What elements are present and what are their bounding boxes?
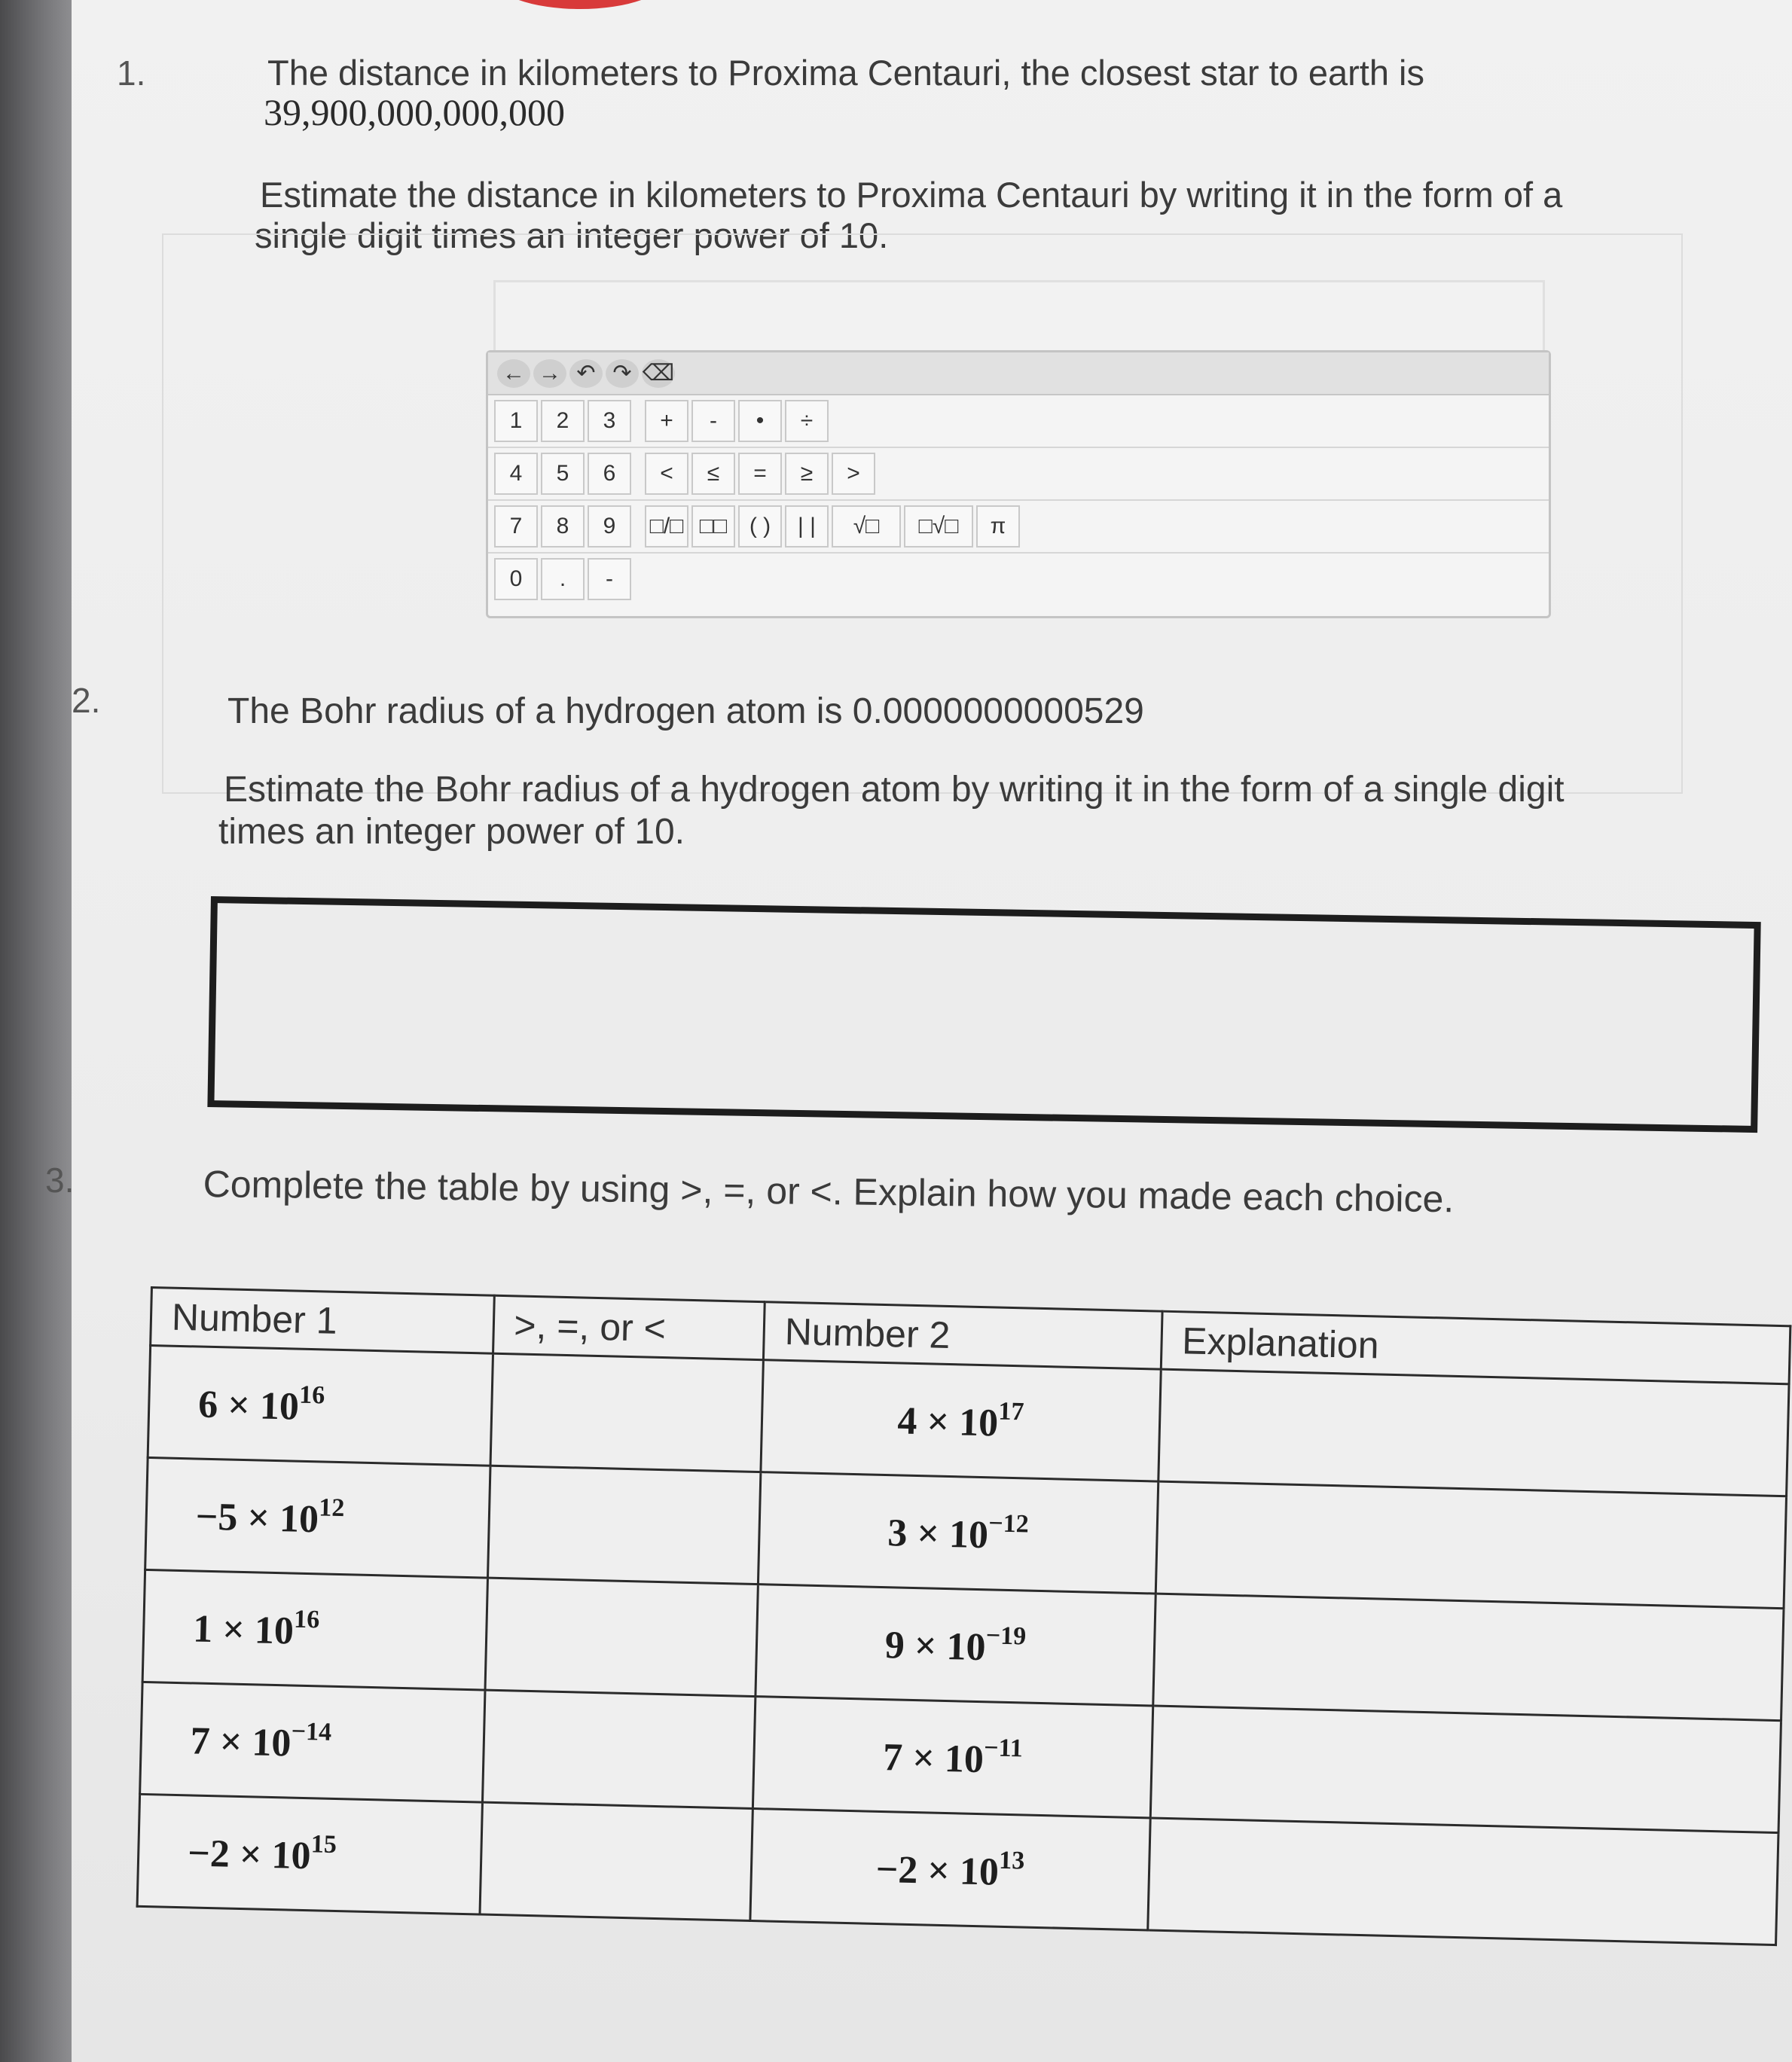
question-3-text: Complete the table by using >, =, or <. Explain how you made each choice. [203, 1163, 1455, 1221]
comparison-table [136, 1286, 1792, 1946]
key-divide[interactable]: ÷ [785, 400, 829, 442]
key-less-equal[interactable]: ≤ [691, 453, 735, 495]
key-negative[interactable]: - [588, 558, 631, 600]
key-greater-equal[interactable]: ≥ [785, 453, 829, 495]
key-8[interactable]: 8 [541, 505, 585, 548]
key-3[interactable]: 3 [588, 400, 631, 442]
question-1-prompt-line2: single digit times an integer power of 10. [255, 215, 889, 255]
explanation-cell[interactable] [1150, 1706, 1781, 1833]
keypad-row-3 [488, 501, 1549, 554]
question-1-number: 1. [117, 53, 146, 93]
undo-icon[interactable]: ↶ [569, 359, 603, 388]
answer-input-q1[interactable] [493, 280, 1545, 352]
key-7[interactable]: 7 [494, 505, 538, 548]
explanation-cell[interactable] [1158, 1369, 1789, 1496]
question-2-prompt-line2: times an integer power of 10. [218, 812, 685, 852]
redo-icon[interactable]: ↷ [606, 359, 639, 388]
red-sticker-decoration [493, 0, 667, 9]
header-number-1: Number 1 [151, 1288, 494, 1354]
number-2-cell: $4 \times 10^{17}$ [761, 1360, 1161, 1481]
fraction-icon[interactable]: □/□ [645, 505, 688, 548]
square-root-icon[interactable]: √□ [832, 505, 901, 548]
key-less-than[interactable]: < [645, 453, 688, 495]
key-4[interactable]: 4 [494, 453, 538, 495]
exponent-icon[interactable]: □□ [691, 505, 735, 548]
comparison-cell[interactable] [487, 1466, 761, 1584]
parentheses-icon[interactable]: ( ) [738, 505, 782, 548]
key-decimal[interactable]: . [541, 558, 585, 600]
number-1-cell: $6 \times 10^{16}$ [148, 1346, 493, 1466]
comparison-cell[interactable] [479, 1802, 753, 1920]
question-2-text: The Bohr radius of a hydrogen atom is 0.0000000000529 [227, 691, 1144, 731]
number-1-cell: $-5 \times 10^{12}$ [145, 1457, 490, 1578]
key-0[interactable]: 0 [494, 558, 538, 600]
key-equals[interactable]: = [738, 453, 782, 495]
key-1[interactable]: 1 [494, 400, 538, 442]
nth-root-icon[interactable]: □√□ [904, 505, 973, 548]
key-plus[interactable]: + [645, 400, 688, 442]
answer-box-q2[interactable] [207, 896, 1760, 1133]
comparison-cell[interactable] [484, 1578, 758, 1696]
explanation-cell[interactable] [1155, 1481, 1787, 1609]
question-2-number: 2. [72, 681, 101, 720]
key-5[interactable]: 5 [541, 453, 585, 495]
question-2-prompt-line1: Estimate the Bohr radius of a hydrogen atom by writing it in the form of a single digit [224, 770, 1565, 810]
explanation-cell[interactable] [1147, 1818, 1778, 1945]
key-multiply[interactable]: • [738, 400, 782, 442]
header-comparison: >, =, or < [493, 1295, 765, 1359]
number-2-cell: $9 \times 10^{-19}$ [756, 1585, 1155, 1706]
key-greater-than[interactable]: > [832, 453, 875, 495]
comparison-cell[interactable] [490, 1353, 764, 1472]
absolute-value-icon[interactable]: | | [785, 505, 829, 548]
key-9[interactable]: 9 [588, 505, 631, 548]
number-2-cell: $-2 \times 10^{13}$ [750, 1809, 1150, 1930]
question-3-number: 3. [45, 1161, 75, 1200]
pi-icon[interactable]: π [976, 505, 1020, 548]
left-arrow-icon[interactable]: ← [497, 359, 530, 388]
header-number-2: Number 2 [763, 1302, 1162, 1369]
key-2[interactable]: 2 [541, 400, 585, 442]
keypad-row-2 [488, 448, 1549, 501]
key-minus[interactable]: - [691, 400, 735, 442]
explanation-cell[interactable] [1152, 1594, 1784, 1721]
question-1-text: The distance in kilometers to Proxima Centauri, the closest star to earth is [267, 53, 1424, 93]
right-arrow-icon[interactable]: → [533, 359, 566, 388]
key-6[interactable]: 6 [588, 453, 631, 495]
math-editor-keypad [486, 350, 1551, 618]
backspace-icon[interactable]: ⌫ [642, 359, 675, 388]
comparison-cell[interactable] [482, 1690, 756, 1808]
number-1-cell: $7 \times 10^{-14}$ [140, 1682, 485, 1802]
number-2-cell: $7 \times 10^{-11}$ [753, 1697, 1152, 1818]
editor-toolbar [488, 352, 1549, 395]
question-1-value: 39,900,000,000,000 [264, 91, 565, 133]
number-1-cell: $-2 \times 10^{15}$ [137, 1794, 482, 1914]
header-explanation: Explanation [1161, 1311, 1790, 1384]
number-2-cell: $3 \times 10^{-12}$ [758, 1472, 1158, 1594]
question-1-prompt-line1: Estimate the distance in kilometers to Proxima Centauri by writing it in the form of a [260, 175, 1563, 215]
keypad-row-4 [488, 554, 1549, 605]
number-1-cell: $1 \times 10^{16}$ [142, 1569, 487, 1690]
keypad-row-1 [488, 395, 1549, 448]
